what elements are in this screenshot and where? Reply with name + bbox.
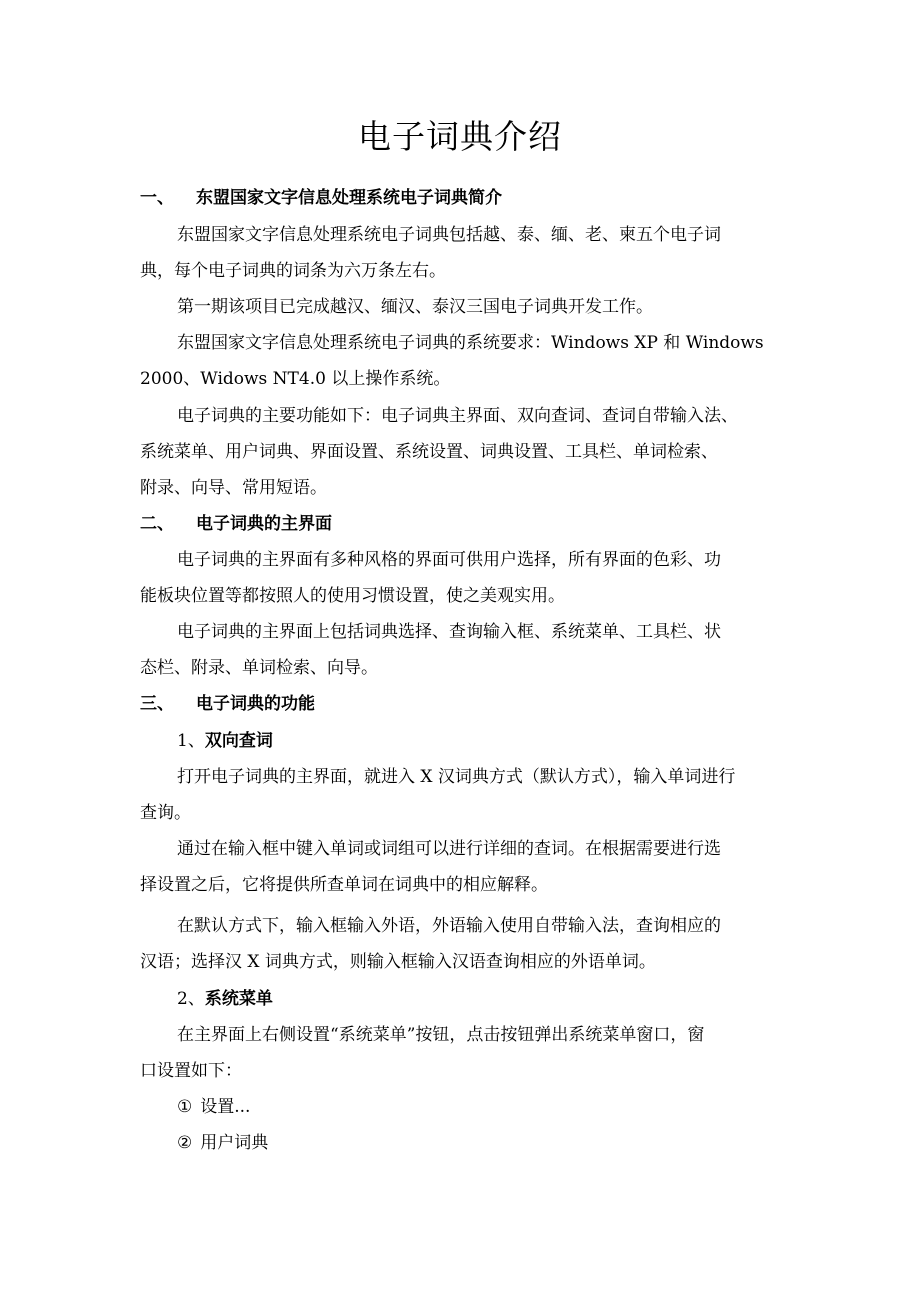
- paragraph-line: 在默认方式下，输入框输入外语，外语输入使用自带输入法，查询相应的: [177, 916, 721, 936]
- paragraph-line: 通过在输入框中键入单词或词组可以进行详细的查词。在根据需要进行选: [177, 839, 721, 859]
- subsection-number: 1、: [177, 731, 205, 751]
- list-item: [177, 1131, 268, 1155]
- paragraph-line: 口设置如下：: [140, 1061, 242, 1081]
- paragraph-line: 电子词典的主界面有多种风格的界面可供用户选择，所有界面的色彩、功: [177, 550, 721, 570]
- section-heading: [140, 186, 502, 210]
- paragraph-line: 东盟国家文字信息处理系统电子词典包括越、泰、缅、老、柬五个电子词: [177, 225, 721, 245]
- paragraph-line: 电子词典的主界面上包括词典选择、查询输入框、系统菜单、工具栏、状: [177, 622, 721, 642]
- paragraph-line: 系统菜单、用户词典、界面设置、系统设置、词典设置、工具栏、单词检索、: [140, 442, 718, 462]
- paragraph-line: 打开电子词典的主界面，就进入 X 汉词典方式（默认方式），输入单词进行: [177, 767, 736, 787]
- section-heading: [140, 692, 315, 716]
- list-marker: ①: [177, 1097, 193, 1117]
- section-number: 一、: [140, 188, 174, 208]
- page-title: 电子词典介绍: [358, 117, 562, 156]
- paragraph-line: 2000、Widows NT4.0 以上操作系统。: [140, 369, 451, 389]
- section-title: 电子词典的主界面: [196, 514, 332, 534]
- paragraph-line: 附录、向导、常用短语。: [140, 478, 327, 498]
- subsection-heading: [177, 729, 273, 753]
- subsection-title: 系统菜单: [204, 989, 273, 1009]
- subsection-number: 2、: [177, 989, 205, 1009]
- paragraph-line: 查询。: [140, 803, 191, 823]
- paragraph-line: 东盟国家文字信息处理系统电子词典的系统要求：Windows XP 和 Windows: [177, 333, 764, 353]
- section-title: 电子词典的功能: [196, 694, 315, 714]
- paragraph-line: 择设置之后，它将提供所查单词在词典中的相应解释。: [140, 875, 548, 895]
- section-number: 二、: [140, 514, 174, 534]
- paragraph-line: 典，每个电子词典的词条为六万条左右。: [140, 261, 446, 281]
- paragraph-line: 能板块位置等都按照人的使用习惯设置，使之美观实用。: [140, 586, 565, 606]
- paragraph-line: 电子词典的主要功能如下：电子词典主界面、双向查词、查词自带输入法、: [177, 406, 738, 426]
- subsection-heading: [177, 987, 273, 1011]
- list-item: [177, 1095, 250, 1119]
- paragraph-line: 第一期该项目已完成越汉、缅汉、泰汉三国电子词典开发工作。: [177, 297, 653, 317]
- list-item-label: 设置...: [200, 1097, 251, 1117]
- list-item-label: 用户词典: [200, 1133, 269, 1153]
- subsection-title: 双向查词: [204, 731, 273, 751]
- section-number: 三、: [140, 694, 174, 714]
- section-title: 东盟国家文字信息处理系统电子词典简介: [196, 188, 502, 208]
- paragraph-line: 汉语；选择汉 X 词典方式，则输入框输入汉语查询相应的外语单词。: [140, 952, 656, 972]
- section-heading: [140, 512, 332, 536]
- paragraph-line: 态栏、附录、单词检索、向导。: [140, 658, 378, 678]
- paragraph-line: 在主界面上右侧设置“系统菜单”按钮，点击按钮弹出系统菜单窗口，窗: [177, 1025, 705, 1045]
- list-marker: ②: [177, 1133, 193, 1153]
